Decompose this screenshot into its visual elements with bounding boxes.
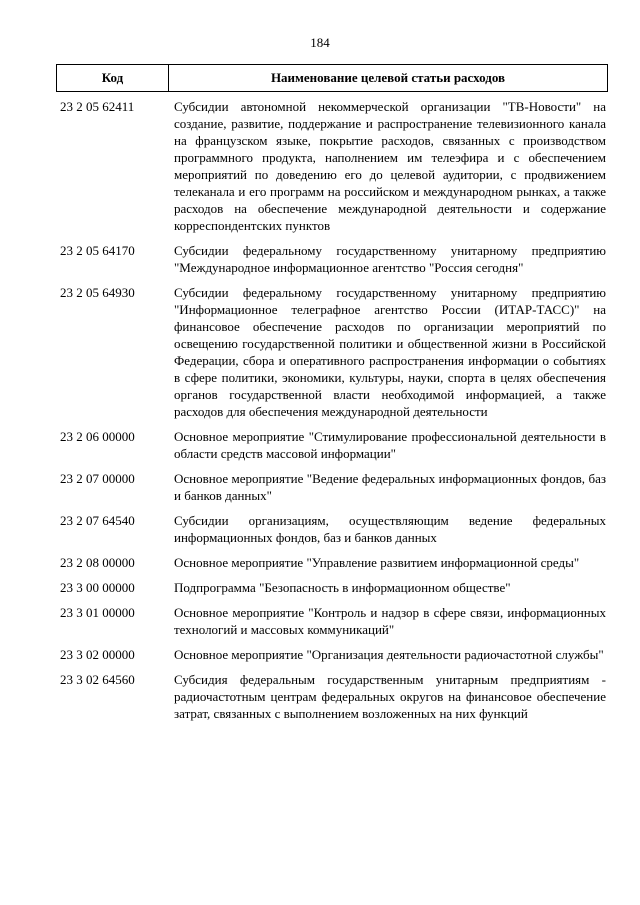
table-header [56,64,608,92]
row-name: Основное мероприятие "Организация деятельности радиочастотной службы" [174,647,604,662]
row-code: 23 3 01 00000 [60,605,135,620]
row-code: 23 3 02 00000 [60,647,135,662]
row-code: 23 2 08 00000 [60,555,135,570]
table-row [56,604,608,638]
row-name: Подпрограмма "Безопасность в информационном обществе" [174,580,511,595]
table-row [56,98,608,234]
row-code: 23 3 02 64560 [60,672,135,687]
table-row [56,579,608,596]
row-name: Основное мероприятие "Контроль и надзор в сфере связи, информационных технологий и массовых коммуникаций" [174,605,606,637]
row-code: 23 3 00 00000 [60,580,135,595]
table-body [56,92,608,722]
row-name: Субсидии автономной некоммерческой организации "ТВ-Новости" на создание, развитие, поддержание и распространение телевизионного канала на французском языке, покрытие расходов, связанных с производством программного продукта, наполнением им телеэфира и с обеспечением мероприятий по доведению его до целевой аудитории, с продвижением телеканала и его программ на российском и международном рынках, а также расходов на обеспечение международной деятельности и содержание корреспондентских пунктов [174,99,606,233]
row-name: Основное мероприятие "Стимулирование профессиональной деятельности в области средств массовой информации" [174,429,606,461]
row-code: 23 2 05 64170 [60,243,135,258]
table-row [56,470,608,504]
budget-table [56,64,608,730]
row-code: 23 2 05 64930 [60,285,135,300]
table-row [56,671,608,722]
row-name: Субсидии федеральному государственному унитарному предприятию "Информационное телеграфное агентство России (ИТАР-ТАСС)" на финансовое обеспечение расходов по организации мероприятий по освещению государственной политики и общественной жизни в Российской Федерации, сбора и оперативного распространения информации о событиях в сфере политики, экономики, культуры, науки, спорта в целях обеспечения органов государственной власти необходимой информацией, а также расходов для обеспечения международной деятельности [174,285,606,419]
table-row [56,428,608,462]
row-name: Субсидии организациям, осуществляющим ведение федеральных информационных фондов, баз и банков данных [174,513,606,545]
row-name: Основное мероприятие "Ведение федеральных информационных фондов, баз и банков данных" [174,471,606,503]
header-name: Наименование целевой статьи расходов [270,70,506,85]
row-name: Субсидии федеральному государственному унитарному предприятию "Международное информационное агентство "Россия сегодня" [174,243,606,275]
table-row [56,242,608,276]
table-row [56,512,608,546]
row-code: 23 2 06 00000 [60,429,135,444]
row-code: 23 2 07 64540 [60,513,135,528]
table-row [56,284,608,420]
header-code: Код [57,65,169,91]
row-code: 23 2 05 62411 [60,99,135,114]
row-code: 23 2 07 00000 [60,471,135,486]
table-row [56,646,608,663]
row-name: Основное мероприятие "Управление развитием информационной среды" [174,555,580,570]
table-row [56,554,608,571]
page-number: 184 [310,35,330,50]
row-name: Субсидия федеральным государственным унитарным предприятиям - радиочастотным центрам федеральных округов на финансовое обеспечение затрат, связанных с выполнением возложенных на них функций [174,672,606,721]
